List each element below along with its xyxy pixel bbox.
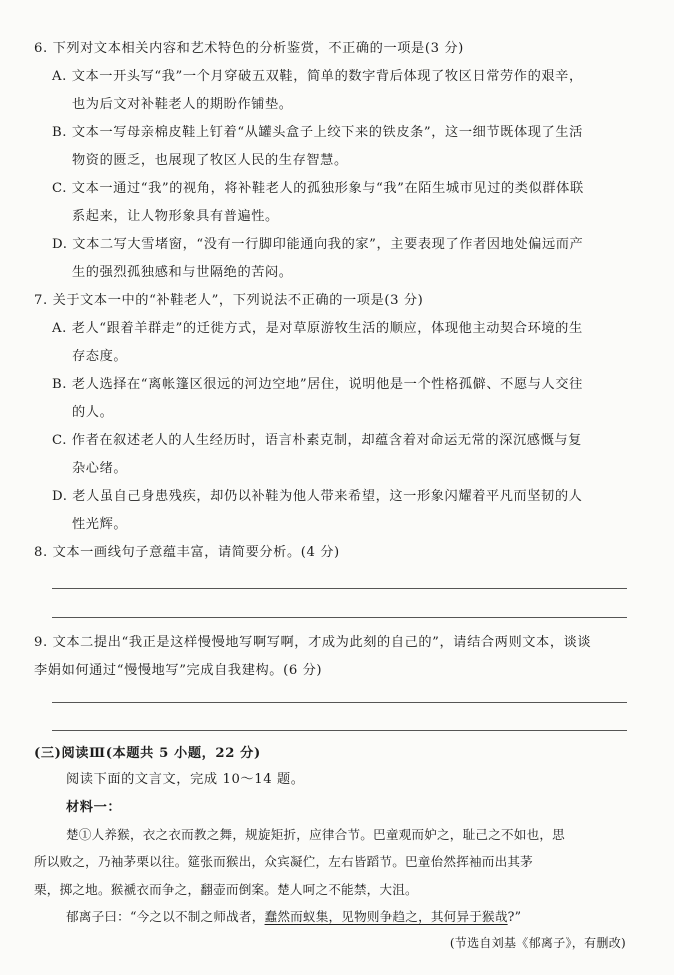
q9-stem: 9. 文本二提出“我正是这样慢慢地写啊写啊，才成为此刻的自己的”，请结合两则文本，谈谈: [34, 635, 592, 650]
q7-option-b: B. 老人选择在“离帐篷区很远的河边空地”居住，说明他是一个性格孤僻、不愿与人交往: [52, 377, 583, 392]
q7-option-d: D. 老人虽自己身患残疾，却仍以补鞋为他人带来希望，这一形象闪耀着平凡而坚韧的人: [52, 489, 583, 504]
q7-option-d-cont: 性光辉。: [72, 517, 128, 532]
q7-option-c-cont: 杂心绪。: [72, 461, 128, 476]
source-citation: (节选自刘基《郁离子》，有删改): [449, 936, 626, 950]
material-label: 材料一：: [66, 800, 122, 815]
q6-option-a: A. 文本一开头写“我”一个月穿破五双鞋，简单的数字背后体现了牧区日常劳作的艰辛，: [52, 69, 583, 84]
q7-option-a-cont: 存态度。: [72, 349, 128, 364]
q7-option-b-cont: 的人。: [72, 405, 114, 420]
underlined-sentence: 蠢然而蚁集，见物则争趋之，其何异于猴哉: [264, 909, 508, 924]
q7-option-a: A. 老人“跟着羊群走”的迁徙方式，是对草原游牧生活的顺应，体现他主动契合环境的生: [52, 321, 583, 336]
q9-answer-line-2[interactable]: [52, 730, 627, 731]
q6-option-d-cont: 生的强烈孤独感和与世隔绝的苦闷。: [72, 265, 293, 280]
yulizi-quote-suffix: ?”: [507, 909, 522, 924]
yulizi-quote-prefix: 郁离子曰：“今之以不制之师战者，: [66, 909, 265, 924]
q9-answer-line-1[interactable]: [52, 702, 627, 703]
q6-option-a-cont: 也为后文对补鞋老人的期盼作铺垫。: [72, 97, 293, 112]
q9-stem-cont: 李娟如何通过“慢慢地写”完成自我建构。(6 分): [34, 663, 323, 678]
classical-text-line-3: 栗，掷之地。猴褫衣而争之，翻壶而倒案。楚人呵之不能禁，大沮。: [34, 882, 418, 897]
classical-text-line-1: 楚①人养猴，衣之衣而教之舞，规旋矩折，应律合节。巴童观而妒之，耻己之不如也，思: [66, 827, 565, 842]
q6-option-c: C. 文本一通过“我”的视角，将补鞋老人的孤独形象与“我”在陌生城市见过的类似群体联: [52, 181, 584, 196]
q8-answer-line-2[interactable]: [52, 617, 627, 618]
q6-option-b-cont: 物资的匮乏，也展现了牧区人民的生存智慧。: [72, 153, 348, 168]
q6-option-c-cont: 系起来，让人物形象具有普遍性。: [72, 209, 279, 224]
q8-stem: 8. 文本一画线句子意蕴丰富，请简要分析。(4 分): [34, 545, 340, 560]
q6-stem: 6. 下列对文本相关内容和艺术特色的分析鉴赏，不正确的一项是(3 分): [34, 41, 464, 56]
section-instruction: 阅读下面的文言文，完成 10～14 题。: [66, 772, 305, 787]
q6-option-b: B. 文本一写母亲棉皮鞋上钉着“从罐头盒子上绞下来的铁皮条”，这一细节既体现了生活: [52, 125, 583, 140]
q7-option-c: C. 作者在叙述老人的人生经历时，语言朴素克制，却蕴含着对命运无常的深沉感慨与复: [52, 433, 582, 448]
classical-text-line-2: 所以败之，乃袖茅栗以往。筵张而猴出，众宾凝伫，左右皆蹈节。巴童佁然挥袖而出其茅: [34, 854, 533, 869]
q7-stem: 7. 关于文本一中的“补鞋老人”，下列说法不正确的一项是(3 分): [34, 293, 424, 308]
classical-text-line-4: [66, 909, 521, 925]
q8-answer-line-1[interactable]: [52, 588, 627, 589]
section-heading: (三)阅读Ⅲ(本题共 5 小题，22 分): [34, 746, 261, 761]
q6-option-d: D. 文本二写大雪堵窗，“没有一行脚印能通向我的家”，主要表现了作者因地处偏远而产: [52, 237, 584, 252]
